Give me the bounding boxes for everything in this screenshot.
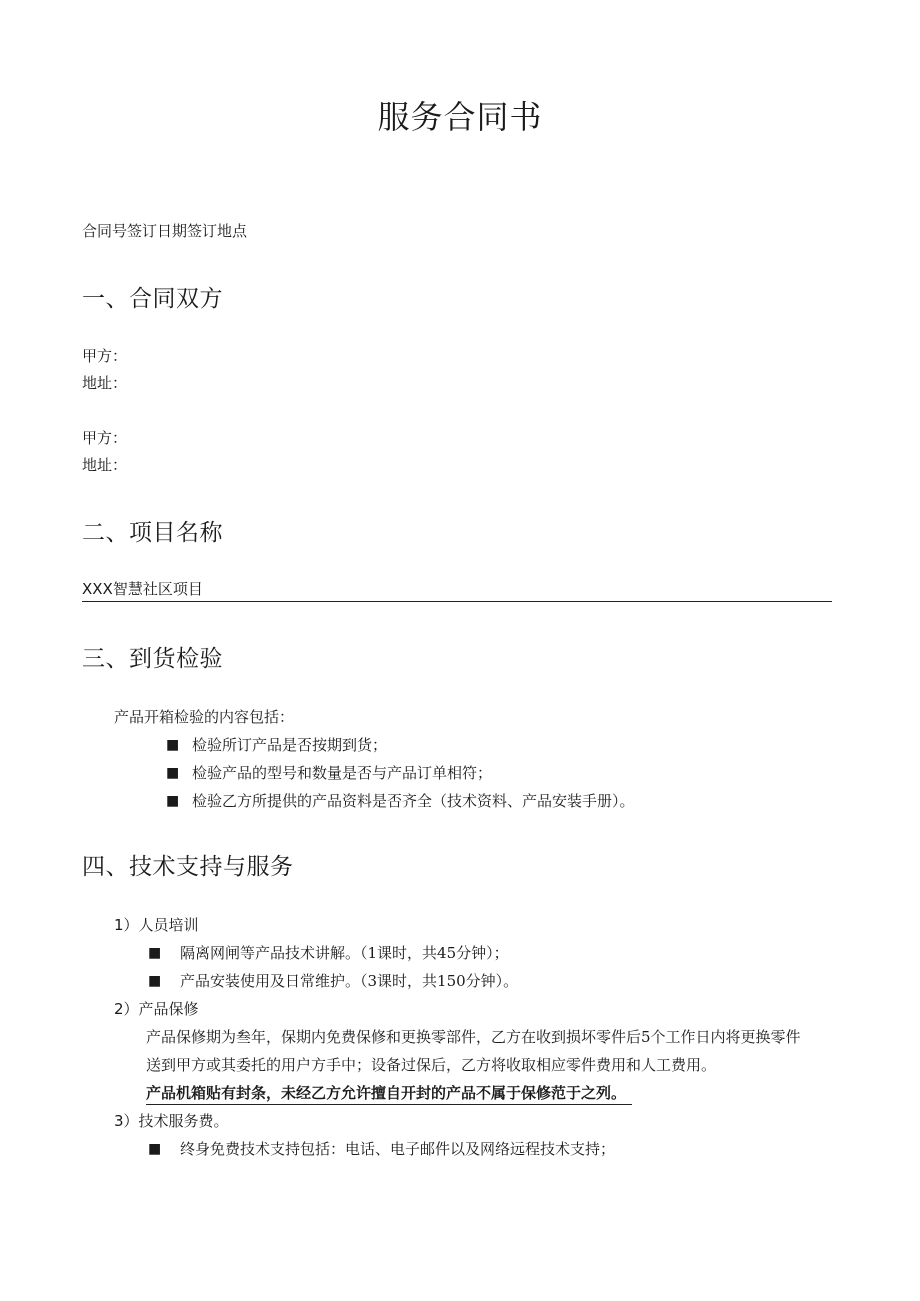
section-heading-support: 四、技术支持与服务 [82,854,294,880]
contract-meta-line: 合同号签订日期签订地点 [82,222,248,240]
list-item [148,1138,615,1159]
list-item [166,762,492,783]
party-b-label: 甲方： [82,429,128,447]
square-bullet-icon: ■ [166,764,180,781]
square-bullet-icon: ■ [166,736,180,753]
section-heading-project: 二、项目名称 [82,520,223,546]
warranty-title: 2）产品保修 [114,1000,199,1018]
list-item-text: 隔离网闸等产品技术讲解。（1课时，共45分钟）； [180,944,509,962]
square-bullet-icon: ■ [166,792,180,809]
document-title: 服务合同书 [377,98,543,136]
list-item [148,942,509,963]
list-item [166,790,635,811]
list-item-text: 终身免费技术支持包括：电话、电子邮件以及网络远程技术支持； [180,1140,616,1158]
warranty-text-line: 送到甲方或其委托的用户方手中；设备过保后，乙方将收取相应零件费用和人工费用。 [146,1056,717,1074]
service-fee-title: 3）技术服务费。 [114,1112,229,1130]
training-title: 1）人员培训 [114,916,199,934]
section-heading-parties: 一、合同双方 [82,286,223,312]
party-a-label: 甲方： [82,347,128,365]
section-heading-inspection: 三、到货检验 [82,646,223,672]
list-item [166,734,387,755]
list-item [148,970,518,991]
list-item-text: 检验所订产品是否按期到货； [192,736,388,754]
list-item-text: 检验乙方所提供的产品资料是否齐全（技术资料、产品安装手册）。 [192,792,635,810]
square-bullet-icon: ■ [148,1140,162,1157]
square-bullet-icon: ■ [148,972,162,989]
party-b-address-label: 地址： [82,456,128,474]
warranty-seal-note: 产品机箱贴有封条，未经乙方允许擅自开封的产品不属于保修范于之列。 [146,1082,632,1105]
inspection-intro: 产品开箱检验的内容包括： [114,708,295,726]
party-a-address-label: 地址： [82,374,128,392]
list-item-text: 产品安装使用及日常维护。（3课时，共150分钟）。 [180,972,519,990]
list-item-text: 检验产品的型号和数量是否与产品订单相符； [192,764,493,782]
warranty-text-line: 产品保修期为叁年，保期内免费保修和更换零部件，乙方在收到损坏零件后5个工作日内将更换零件 [146,1028,801,1046]
project-name: XXX智慧社区项目 [82,578,832,602]
square-bullet-icon: ■ [148,944,162,961]
